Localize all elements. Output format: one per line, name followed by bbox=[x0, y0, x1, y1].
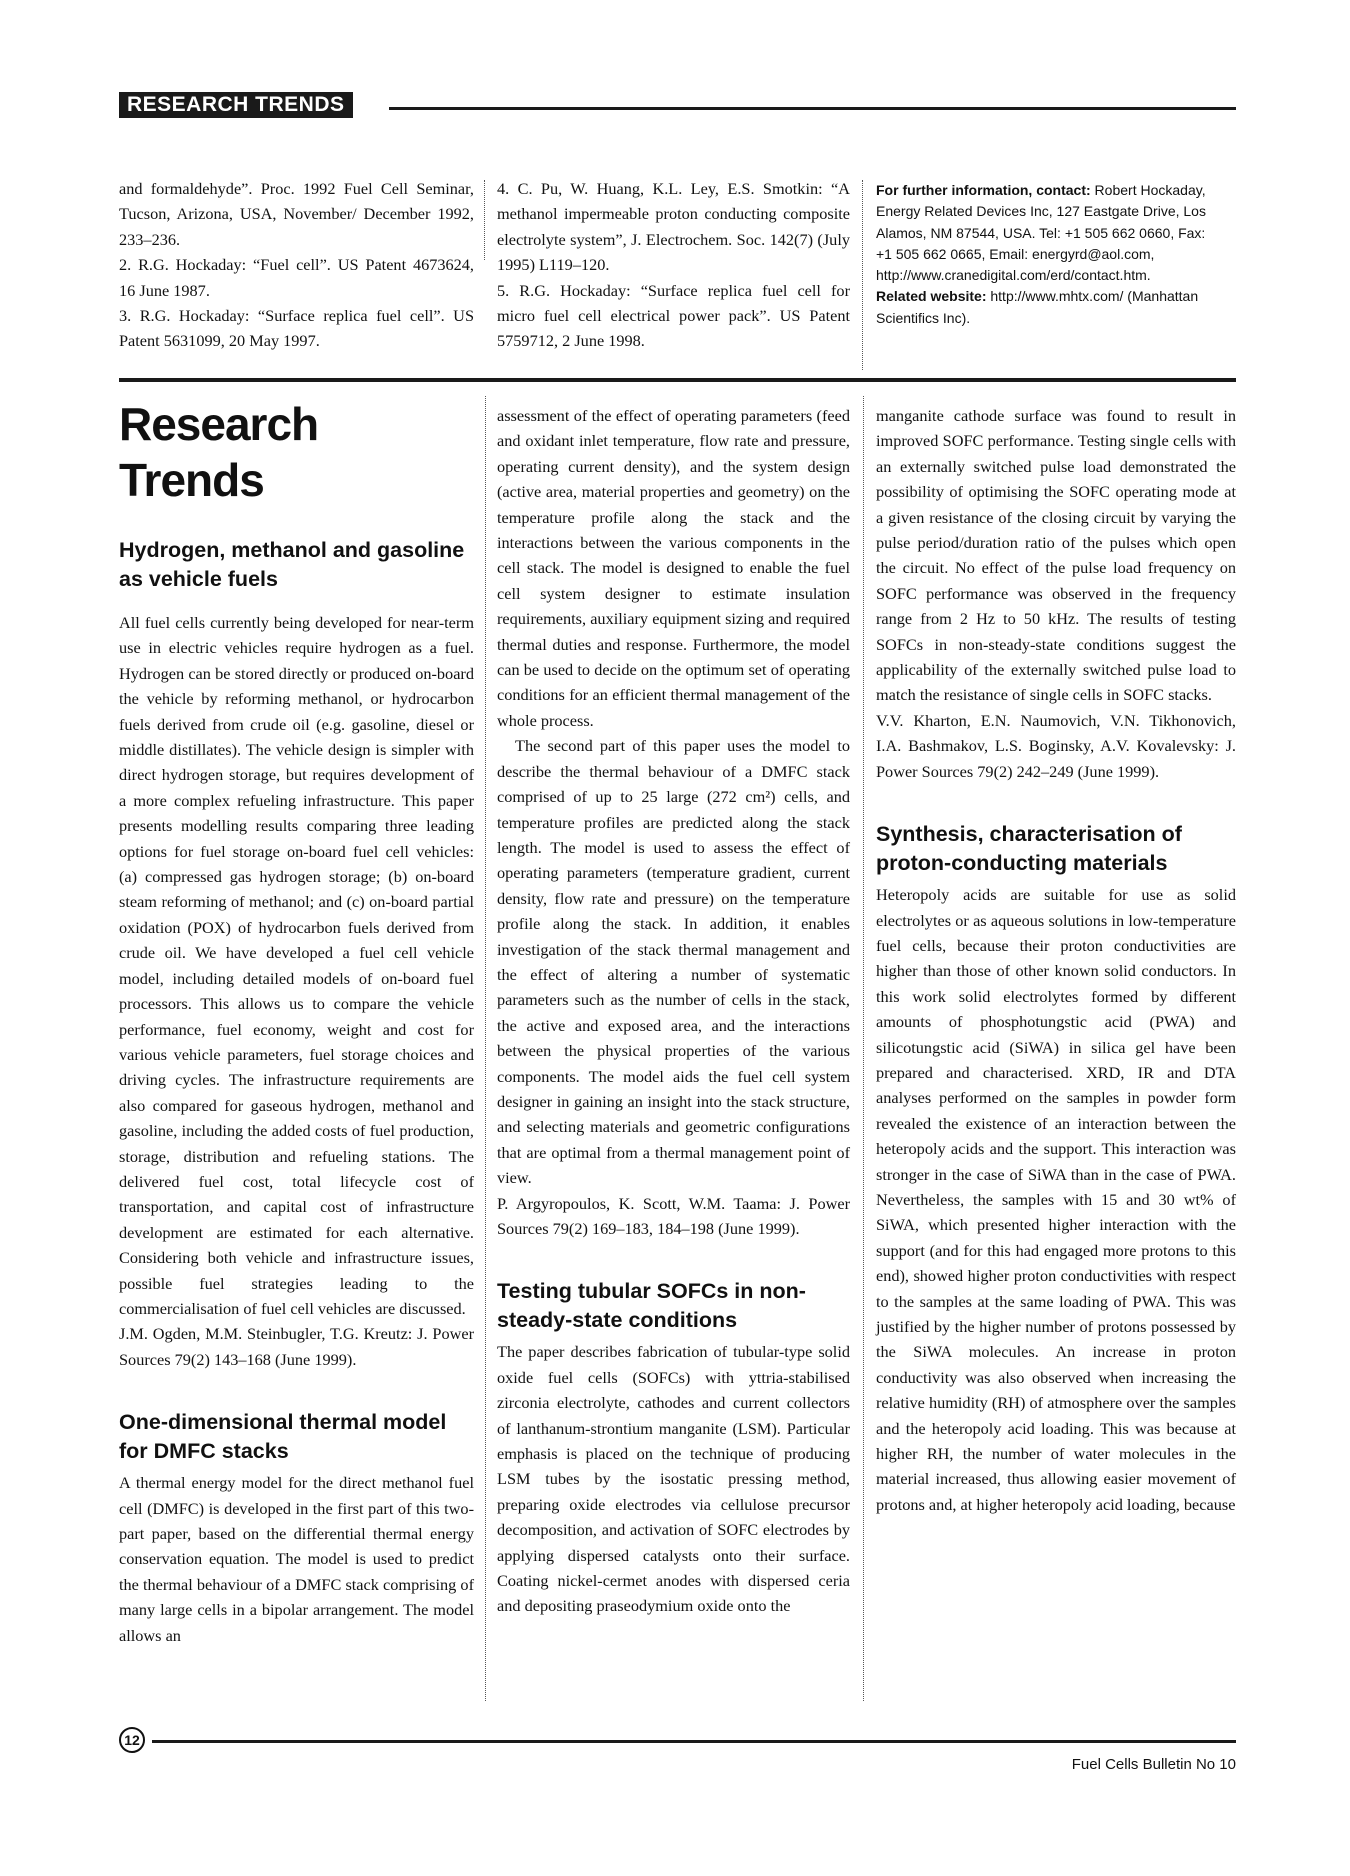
section-badge: RESEARCH TRENDS bbox=[119, 92, 353, 118]
contact-label: For further information, contact: bbox=[876, 182, 1091, 198]
reference-item: and formaldehyde”. Proc. 1992 Fuel Cell Seminar, Tucson, Arizona, USA, November/ December 1992, 233–236. bbox=[119, 179, 474, 249]
article-body: Heteropoly acids are suitable for use as solid electrolytes or as aqueous solutions in low-temperature fuel cells, because their proton conductivities are higher than those of other known solid conductors. In this work solid electrolytes formed by different amounts of phosphotungstic acid (PWA) and silicotungstic acid (SiWA) in silica gel have been prepared and characterised. XRD, IR and DTA analyses performed on the samples in powder form revealed the existence of an interaction between the heteropoly acids and the support. This interaction was stronger in the case of SiWA than in the case of PWA. Nevertheless, the samples with 15 and 30 wt% of SiWA, which presented higher interaction with the support (and for this had engaged more protons to this end), showed higher proton conductivities with respect to the samples at the same loading of PWA. This was justified by the higher number of protons possessed by the SiWA molecules. An increase in proton conductivity was also observed when increasing the relative humidity (RH) of atmosphere over the samples and the heteropoly acid loading. This was because at higher RH, the number of water molecules in the material increased, thus allowing easier movement of protons and, at higher heteropoly acid loading, because bbox=[876, 885, 1236, 1514]
header-rule bbox=[389, 107, 1236, 110]
article-citation: J.M. Ogden, M.M. Steinbugler, T.G. Kreutz: J. Power Sources 79(2) 143–168 (June 1999). bbox=[119, 1324, 474, 1369]
references-col1 bbox=[119, 176, 474, 354]
main-col2 bbox=[497, 403, 850, 1619]
article-body: The second part of this paper uses the model to describe the thermal behaviour of a DMFC stack comprised of up to 25 large (272 cm²) cells, and temperature profiles are predicted along the stack length. The model is used to assess the effect of operating parameters (temperature gradient, current density, flow rate and pressure) on the temperature profile along the stack. In addition, it enables investigation of the stack thermal management and the effect of altering a number of systematic parameters such as the number of cells in the stack, the active and exposed area, and the interactions between the physical properties of the various components. The model aids the fuel cell system designer in gaining an insight into the stack structure, and selecting materials and geometric configurations that are optimal from a thermal management point of view. bbox=[497, 736, 850, 1188]
article-title: Synthesis, characterisation of proton-conducting materials bbox=[876, 822, 1182, 876]
page-title: Research Trends bbox=[119, 398, 319, 506]
reference-item: 4. C. Pu, W. Huang, K.L. Ley, E.S. Smotkin: “A methanol impermeable proton conducting composite electrolyte system”, J. Electrochem. Soc. 142(7) (July 1995) L119–120. bbox=[497, 179, 850, 275]
article-body: All fuel cells currently being developed for near-term use in electric vehicles require hydrogen as a fuel. Hydrogen can be stored directly or produced on-board the vehicle by reforming methanol, or hydrocarbon fuels derived from crude oil (e.g. gasoline, diesel or middle distillates). The vehicle design is simpler with direct hydrogen storage, but requires development of a more complex refueling infrastructure. This paper presents modelling results comparing three leading options for fuel storage on-board fuel cell vehicles: (a) compressed gas hydrogen storage; (b) on-board steam reforming of methanol; and (c) on-board partial oxidation (POX) of hydrocarbon fuels derived from crude oil. We have developed a fuel cell vehicle model, including detailed models of on-board fuel processors. This allows us to compare the vehicle performance, fuel economy, weight and cost for various vehicle parameters, fuel storage choices and driving cycles. The infrastructure requirements are also compared for gaseous hydrogen, methanol and gasoline, including the added costs of fuel production, storage, distribution and refueling stations. The delivered fuel cost, total lifecycle cost of transportation, and capital cost of infrastructure development are estimated for each alternative. Considering both vehicle and infrastructure issues, possible fuel strategies leading to the commercialisation of fuel cell vehicles are discussed. bbox=[119, 613, 474, 1318]
page-number: 12 bbox=[119, 1727, 145, 1753]
references-col2 bbox=[497, 176, 850, 354]
article-body: manganite cathode surface was found to result in improved SOFC performance. Testing single cells with an externally switched pulse load demonstrated the possibility of optimising the SOFC operating mode at a given resistance of the closing circuit by varying the pulse period/duration ratio of the pulses which open the circuit. No effect of the pulse load frequency on SOFC performance was observed in the frequency range from 2 Hz to 50 kHz. The results of testing SOFCs in non-steady-state conditions suggest the applicability of the externally switched pulse load to match the resistance of single cells in SOFC stacks. bbox=[876, 406, 1236, 705]
article-citation: V.V. Kharton, E.N. Naumovich, V.N. Tikhonovich, I.A. Bashmakov, L.S. Boginsky, A.V. Kovalevsky: J. Power Sources 79(2) 242–249 (June 1999). bbox=[876, 710, 1236, 781]
main-col1 bbox=[119, 396, 474, 1648]
reference-item: 3. R.G. Hockaday: “Surface replica fuel cell”. US Patent 5631099, 20 May 1997. bbox=[119, 306, 474, 351]
article-body: The paper describes fabrication of tubular-type solid oxide fuel cells (SOFCs) with yttria-stabilised zirconia electrolyte, cathodes and current collectors of lanthanum-strontium manganite (LSM). Particular emphasis is placed on the technique of producing LSM tubes by the isostatic pressing method, preparing oxide electrodes via cellulose precursor decomposition, and activation of SOFC electrodes by applying dispersed catalysts onto their surface. Coating nickel-cermet anodes with dispersed ceria and depositing praseodymium oxide onto the bbox=[497, 1342, 850, 1616]
reference-item: 2. R.G. Hockaday: “Fuel cell”. US Patent 4673624, 16 June 1987. bbox=[119, 255, 474, 300]
article-title: One-dimensional thermal model for DMFC stacks bbox=[119, 1410, 447, 1464]
column-divider bbox=[485, 396, 486, 1701]
column-divider bbox=[862, 180, 863, 370]
running-header bbox=[119, 92, 1236, 118]
article-body: A thermal energy model for the direct methanol fuel cell (DMFC) is developed in the first part of this two-part paper, based on the differential thermal energy conservation equation. The model is used to predict the thermal behaviour of a DMFC stack comprising of many large cells in a bipolar arrangement. The model allows an bbox=[119, 1473, 474, 1645]
main-col3 bbox=[876, 403, 1236, 1517]
article-title: Testing tubular SOFCs in non-steady-state conditions bbox=[497, 1279, 806, 1333]
website-label: Related website: bbox=[876, 288, 987, 305]
article-citation: P. Argyropoulos, K. Scott, W.M. Taama: J. Power Sources 79(2) 169–183, 184–198 (June 1999). bbox=[497, 1193, 850, 1238]
reference-item: 5. R.G. Hockaday: “Surface replica fuel cell for micro fuel cell electrical power pack”. US Patent 5759712, 2 June 1998. bbox=[497, 280, 850, 351]
section-rule bbox=[119, 378, 1236, 382]
article-body: assessment of the effect of operating parameters (feed and oxidant inlet temperature, flow rate and pressure, operating current density), and the system design (active area, material properties and geometry) on the temperature profile along the stack and the interactions between the various components in the cell stack. The model is designed to enable the fuel cell system designer to estimate insulation requirements, auxiliary equipment sizing and required thermal duties and response. Furthermore, the model can be used to decide on the optimum set of operating conditions for an efficient thermal management of the whole process. bbox=[497, 406, 850, 730]
website-text: http://www.mhtx.com/ (Manhattan Scientifics Inc). bbox=[876, 288, 1199, 326]
contact-info bbox=[876, 180, 1216, 329]
column-divider bbox=[484, 180, 485, 260]
article-title: Hydrogen, methanol and gasoline as vehicle fuels bbox=[119, 538, 465, 591]
journal-name: Fuel Cells Bulletin No 10 bbox=[1071, 1756, 1236, 1773]
footer-rule bbox=[152, 1740, 1236, 1743]
contact-text: Robert Hockaday, Energy Related Devices Inc, 127 Eastgate Drive, Los Alamos, NM 87544, USA. Tel: +1 505 662 0660, Fax: +1 505 662 0665, Email: energyrd@aol.com, http://www.cranedigital.com/erd/contact.htm. bbox=[876, 182, 1206, 284]
column-divider bbox=[863, 396, 864, 1701]
